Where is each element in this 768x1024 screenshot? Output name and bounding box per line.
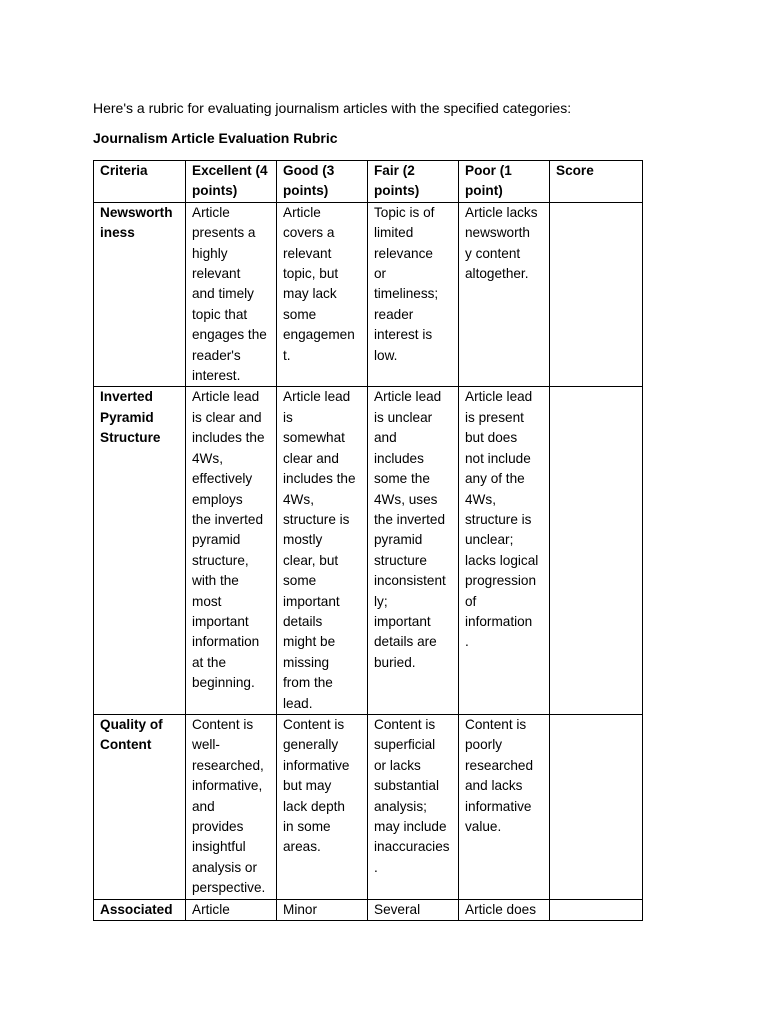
cell-text-line: or lacks	[374, 757, 421, 773]
cell-text-line: and	[192, 798, 215, 814]
score-cell[interactable]	[550, 202, 643, 387]
good-cell	[277, 899, 368, 920]
cell-text-line: pyramid	[192, 532, 241, 548]
cell-text-line: interest is	[374, 327, 433, 343]
cell-text-line: newsworth	[465, 225, 530, 241]
cell-text-line: Pyramid	[100, 409, 154, 425]
cell-text-line: details	[283, 613, 323, 629]
cell-text-line: beginning.	[192, 675, 255, 691]
cell-text-line: the inverted	[374, 511, 446, 527]
cell-text-line: at the	[192, 654, 227, 670]
cell-text-line: mostly	[283, 532, 323, 548]
cell-text-line: Score	[556, 163, 594, 178]
cell-text-line: somewhat	[283, 430, 345, 446]
cell-text-line: structure is	[283, 511, 350, 527]
cell-text-line: informative	[283, 757, 350, 773]
cell-text-line: provides	[192, 819, 244, 834]
cell-text-line: structure	[374, 552, 427, 568]
header-good	[277, 161, 368, 203]
rubric-body	[94, 202, 643, 920]
cell-text-line: buried.	[374, 654, 416, 670]
cell-text-line: interest.	[192, 368, 241, 384]
cell-text-line: researched	[465, 757, 534, 773]
fair-cell	[368, 387, 459, 715]
poor-cell	[459, 387, 550, 715]
cell-text-line: is unclear	[374, 409, 433, 425]
criteria-cell	[94, 202, 186, 387]
cell-text-line: structure is	[465, 511, 532, 527]
cell-text-line: .	[374, 859, 378, 875]
cell-text-line: reader	[374, 306, 414, 322]
cell-text-line: limited	[374, 225, 414, 241]
header-fair	[368, 161, 459, 203]
header-score	[550, 161, 643, 203]
cell-text-line: Article lead	[465, 389, 533, 405]
cell-text-line: structure,	[192, 552, 249, 568]
cell-text-line: lead.	[283, 695, 313, 711]
excellent-cell	[186, 387, 277, 715]
cell-text-line: t.	[283, 347, 291, 363]
table-row-quality-of-content	[94, 714, 643, 899]
cell-text-line: Article	[192, 901, 230, 917]
cell-text-line: Fair (2	[374, 163, 415, 178]
cell-text-line: information	[465, 613, 533, 629]
cell-text-line: low.	[374, 347, 398, 363]
cell-text-line: Article lead	[374, 389, 442, 405]
cell-text-line: Article	[283, 204, 321, 220]
cell-text-line: inconsistent	[374, 573, 446, 589]
cell-text-line: includes	[374, 450, 424, 466]
cell-text-line: is	[283, 409, 293, 425]
cell-text-line: Structure	[100, 430, 161, 446]
header-row	[94, 161, 643, 203]
cell-text-line: important	[283, 593, 340, 609]
cell-text-line: some	[283, 573, 317, 589]
rubric-header	[94, 161, 643, 203]
cell-text-line: analysis or	[192, 859, 257, 875]
cell-text-line: some	[283, 306, 317, 322]
poor-cell	[459, 714, 550, 899]
cell-text-line: and timely	[192, 286, 254, 302]
good-cell	[277, 714, 368, 899]
cell-text-line: unclear;	[465, 532, 514, 548]
cell-text-line: information	[192, 634, 260, 650]
cell-text-line: 4Ws,	[283, 491, 314, 507]
fair-cell	[368, 714, 459, 899]
cell-text-line: pyramid	[374, 532, 423, 548]
cell-text-line: most	[192, 593, 222, 609]
cell-text-line: Quality of	[100, 716, 163, 732]
header-poor	[459, 161, 550, 203]
cell-text-line: may include	[374, 819, 447, 834]
cell-text-line: timeliness;	[374, 286, 439, 302]
cell-text-line: includes the	[283, 471, 356, 487]
cell-text-line: Newsworth	[100, 204, 173, 220]
cell-text-line: important	[192, 613, 249, 629]
cell-text-line: Topic is of	[374, 204, 435, 220]
poor-cell	[459, 899, 550, 920]
cell-text-line: of	[465, 593, 477, 609]
cell-text-line: substantial	[374, 778, 439, 794]
cell-text-line: important	[374, 613, 431, 629]
cell-text-line: relevance	[374, 245, 433, 261]
cell-text-line: value.	[465, 819, 502, 834]
cell-text-line: researched,	[192, 757, 264, 773]
cell-text-line: not include	[465, 450, 531, 466]
cell-text-line: engages the	[192, 327, 267, 343]
cell-text-line: might be	[283, 634, 336, 650]
score-cell[interactable]	[550, 387, 643, 715]
rubric-table	[93, 160, 643, 921]
cell-text-line: informative,	[192, 778, 263, 794]
cell-text-line: Minor	[283, 901, 317, 917]
rubric-title: Journalism Article Evaluation Rubric	[93, 130, 338, 146]
cell-text-line: Article	[192, 204, 230, 220]
cell-text-line: presents a	[192, 225, 256, 241]
cell-text-line: is present	[465, 409, 524, 425]
cell-text-line: missing	[283, 654, 330, 670]
cell-text-line: highly	[192, 245, 228, 261]
fair-cell	[368, 202, 459, 387]
good-cell	[277, 202, 368, 387]
cell-text-line: in some	[283, 819, 331, 834]
cell-text-line: details are	[374, 634, 437, 650]
cell-text-line: employs	[192, 491, 243, 507]
intro-text: Here's a rubric for evaluating journalism articles with the specified categories:	[93, 100, 572, 116]
cell-text-line: Article does	[465, 901, 537, 917]
excellent-cell	[186, 714, 277, 899]
cell-text-line: points)	[374, 183, 420, 199]
header-excellent	[186, 161, 277, 203]
cell-text-line: .	[465, 634, 469, 650]
score-cell[interactable]	[550, 714, 643, 899]
cell-text-line: areas.	[283, 839, 321, 855]
cell-text-line: effectively	[192, 471, 253, 487]
cell-text-line: y content	[465, 245, 521, 261]
cell-text-line: progression	[465, 573, 537, 589]
cell-text-line: superficial	[374, 737, 436, 753]
cell-text-line: some the	[374, 471, 430, 487]
cell-text-line: Several	[374, 901, 421, 917]
cell-text-line: is clear and	[192, 409, 262, 425]
table-row-inverted-pyramid	[94, 387, 643, 715]
cell-text-line: but may	[283, 778, 332, 794]
excellent-cell	[186, 899, 277, 920]
cell-text-line: engagemen	[283, 327, 355, 343]
cell-text-line: relevant	[283, 245, 332, 261]
cell-text-line: Content is	[374, 716, 436, 732]
cell-text-line: generally	[283, 737, 339, 753]
cell-text-line: point)	[465, 183, 503, 199]
cell-text-line: with the	[192, 573, 239, 589]
cell-text-line: Excellent (4	[192, 163, 268, 178]
cell-text-line: topic, but	[283, 266, 339, 282]
cell-text-line: analysis;	[374, 798, 427, 814]
cell-text-line: inaccuracies	[374, 839, 450, 855]
criteria-cell	[94, 714, 186, 899]
cell-text-line: reader's	[192, 347, 241, 363]
cell-text-line: insightful	[192, 839, 246, 855]
cell-text-line: Poor (1	[465, 163, 512, 178]
cell-text-line: Content	[100, 737, 152, 753]
cell-text-line: Criteria	[100, 163, 148, 178]
cell-text-line: lacks logical	[465, 552, 539, 568]
cell-text-line: Associated	[100, 901, 173, 917]
cell-text-line: Inverted	[100, 389, 153, 405]
cell-text-line: Article lacks	[465, 204, 538, 220]
cell-text-line: from the	[283, 675, 333, 691]
cell-text-line: 4Ws,	[192, 450, 223, 466]
criteria-cell	[94, 387, 186, 715]
cell-text-line: Article lead	[192, 389, 260, 405]
cell-text-line: topic that	[192, 306, 248, 322]
cell-text-line: Good (3	[283, 163, 335, 178]
header-criteria	[94, 161, 186, 203]
cell-text-line: may lack	[283, 286, 337, 302]
cell-text-line: 4Ws, uses	[374, 491, 438, 507]
cell-text-line: ly;	[374, 593, 388, 609]
cell-text-line: and lacks	[465, 778, 523, 794]
cell-text-line: or	[374, 266, 387, 282]
cell-text-line: altogether.	[465, 266, 529, 282]
cell-text-line: points)	[283, 183, 329, 199]
cell-text-line: 4Ws,	[465, 491, 496, 507]
cell-text-line: Content is	[465, 716, 527, 732]
cell-text-line: the inverted	[192, 511, 264, 527]
excellent-cell	[186, 202, 277, 387]
cell-text-line: well-	[192, 737, 220, 753]
cell-text-line: Article lead	[283, 389, 351, 405]
cell-text-line: Content is	[192, 716, 254, 732]
cell-text-line: iness	[100, 225, 135, 241]
poor-cell	[459, 202, 550, 387]
cell-text-line: but does	[465, 430, 518, 446]
cell-text-line: Content is	[283, 716, 345, 732]
cell-text-line: poorly	[465, 737, 503, 753]
cell-text-line: any of the	[465, 471, 525, 487]
fair-cell	[368, 899, 459, 920]
table-row-associated	[94, 899, 643, 920]
cell-text-line: relevant	[192, 266, 241, 282]
cell-text-line: informative	[465, 798, 532, 814]
good-cell	[277, 387, 368, 715]
cell-text-line: perspective.	[192, 880, 266, 896]
table-row-newsworthiness	[94, 202, 643, 387]
cell-text-line: clear and	[283, 450, 339, 466]
cell-text-line: clear, but	[283, 552, 339, 568]
cell-text-line: includes the	[192, 430, 265, 446]
criteria-cell	[94, 899, 186, 920]
cell-text-line: lack depth	[283, 798, 345, 814]
cell-text-line: and	[374, 430, 397, 446]
cell-text-line: points)	[192, 183, 238, 199]
cell-text-line: covers a	[283, 225, 335, 241]
score-cell[interactable]	[550, 899, 643, 920]
